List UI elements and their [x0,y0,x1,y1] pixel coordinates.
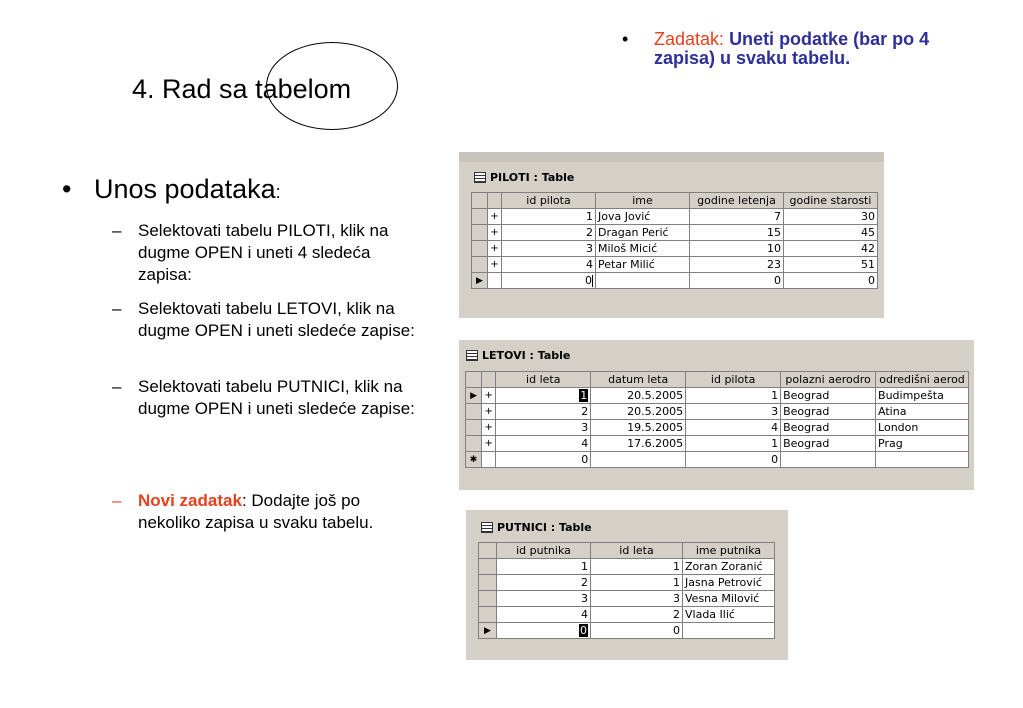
new-record-row[interactable]: ▶ 0 0 [479,623,775,639]
row-selector[interactable] [466,404,482,420]
main-bullet-colon: : [275,182,281,202]
putnici-window-caption[interactable] [478,518,592,536]
row-selector[interactable] [479,575,497,591]
title-oval-highlight [266,42,398,130]
sub-item-text: Selektovati tabelu LETOVI, klik na dugme OPEN i uneti sledeće zapise: [138,299,415,340]
bullet-dot: • [622,29,629,49]
table-row[interactable]: + 3 Miloš Micić 10 42 [472,241,878,257]
table-icon [466,350,478,361]
putnici-datasheet[interactable] [478,542,775,639]
sub-item-text: Selektovati tabelu PILOTI, klik na dugme OPEN i uneti 4 sledeća zapisa: [138,221,389,284]
table-row[interactable]: ▶ + 1 20.5.2005 1 Beograd Budimpešta [466,388,969,404]
row-selector[interactable] [472,257,488,273]
putnici-title: PUTNICI : Table [497,520,592,534]
task-text: Uneti podatke (bar po 4 zapisa) u svaku tabelu. [654,29,930,68]
expand-plus-icon[interactable]: + [488,225,502,241]
row-selector[interactable] [479,607,497,623]
piloti-title: PILOTI : Table [490,170,575,184]
current-record-arrow-icon[interactable]: ▶ [479,623,497,639]
main-bullet [62,174,281,205]
new-record-row[interactable]: ✱ 0 0 [466,452,969,468]
sub-item-putnici: – Selektovati tabelu PUTNICI, klik na dugme OPEN i uneti sledeće zapise: [112,376,422,420]
task-label: Zadatak: [654,29,725,49]
table-row[interactable]: + 3 19.5.2005 4 Beograd London [466,420,969,436]
sub-item-letovi: – Selektovati tabelu LETOVI, klik na dugme OPEN i uneti sledeće zapise: [112,298,422,342]
current-record-arrow-icon[interactable]: ▶ [466,388,482,404]
main-bullet-text: Unos podataka [94,174,276,204]
table-row[interactable]: + 4 Petar Milić 23 51 [472,257,878,273]
expand-plus-icon[interactable]: + [482,404,496,420]
row-selector[interactable] [479,591,497,607]
letovi-title: LETOVI : Table [482,348,571,362]
new-record-row[interactable]: ▶ 0 0 0 [472,273,878,289]
header-row [466,372,969,388]
row-selector[interactable] [466,420,482,436]
table-row[interactable]: 3 3 Vesna Milović [479,591,775,607]
row-selector[interactable] [472,241,488,257]
current-record-arrow-icon[interactable]: ▶ [472,273,488,289]
slide-title: 4. Rad sa tabelom [132,74,352,104]
column-header[interactable]: polazni aerodro [781,372,876,388]
row-selector[interactable] [472,225,488,241]
column-header[interactable]: id pilota [686,372,781,388]
letovi-window-caption[interactable] [463,346,570,364]
new-task-text: : Dodajte još po nekoliko zapisa u svaku tabelu. [138,491,374,532]
column-header[interactable]: id leta [591,543,683,559]
sub-item-text: Selektovati tabelu PUTNICI, klik na dugme OPEN i uneti sledeće zapise: [138,377,415,418]
piloti-table-window [459,152,884,318]
expand-plus-icon[interactable]: + [482,388,496,404]
table-row[interactable]: 1 1 Zoran Zoranić [479,559,775,575]
column-header[interactable]: id putnika [497,543,591,559]
task-bullet [622,30,962,68]
table-row[interactable]: 2 1 Jasna Petrović [479,575,775,591]
sub-item-piloti: – Selektovati tabelu PILOTI, klik na dugme OPEN i uneti 4 sledeća zapisa: [112,220,422,286]
table-row[interactable]: + 1 Jova Jović 7 30 [472,209,878,225]
table-row[interactable]: + 4 17.6.2005 1 Beograd Prag [466,436,969,452]
column-header[interactable]: godine letenja [690,193,784,209]
access-database-titlebar-fragment [459,152,884,162]
column-header[interactable]: id leta [496,372,591,388]
new-record-asterisk-icon[interactable]: ✱ [466,452,482,468]
expand-plus-icon[interactable]: + [488,241,502,257]
new-task-label: Novi zadatak [138,491,242,510]
column-header[interactable]: id pilota [502,193,596,209]
row-selector-header[interactable] [466,372,482,388]
letovi-datasheet[interactable] [465,371,969,468]
table-row[interactable]: + 2 Dragan Perić 15 45 [472,225,878,241]
row-selector-header[interactable] [472,193,488,209]
column-header[interactable]: datum leta [591,372,686,388]
header-row [479,543,775,559]
row-selector[interactable] [466,436,482,452]
bullet-dot: • [62,174,72,204]
row-selector-header[interactable] [479,543,497,559]
sub-item-new-task: – Novi zadatak: Dodajte još po nekoliko zapisa u svaku tabelu. [112,491,374,532]
putnici-table-window [466,510,788,660]
expand-plus-icon[interactable]: + [482,436,496,452]
column-header[interactable]: odredišni aerod [876,372,969,388]
row-selector[interactable] [472,209,488,225]
column-header[interactable]: godine starosti [784,193,878,209]
text-cursor [592,275,593,287]
piloti-datasheet[interactable] [471,192,878,289]
column-header[interactable]: ime [596,193,690,209]
header-row [472,193,878,209]
column-header[interactable]: ime putnika [683,543,775,559]
row-selector[interactable] [479,559,497,575]
expand-plus-icon[interactable]: + [482,420,496,436]
expand-plus-icon[interactable]: + [488,257,502,273]
expand-plus-icon[interactable]: + [488,209,502,225]
table-row[interactable]: 4 2 Vlada Ilić [479,607,775,623]
letovi-table-window [459,340,974,490]
table-row[interactable]: + 2 20.5.2005 3 Beograd Atina [466,404,969,420]
piloti-window-caption[interactable] [471,168,574,186]
table-icon [481,522,493,533]
table-icon [474,172,486,183]
